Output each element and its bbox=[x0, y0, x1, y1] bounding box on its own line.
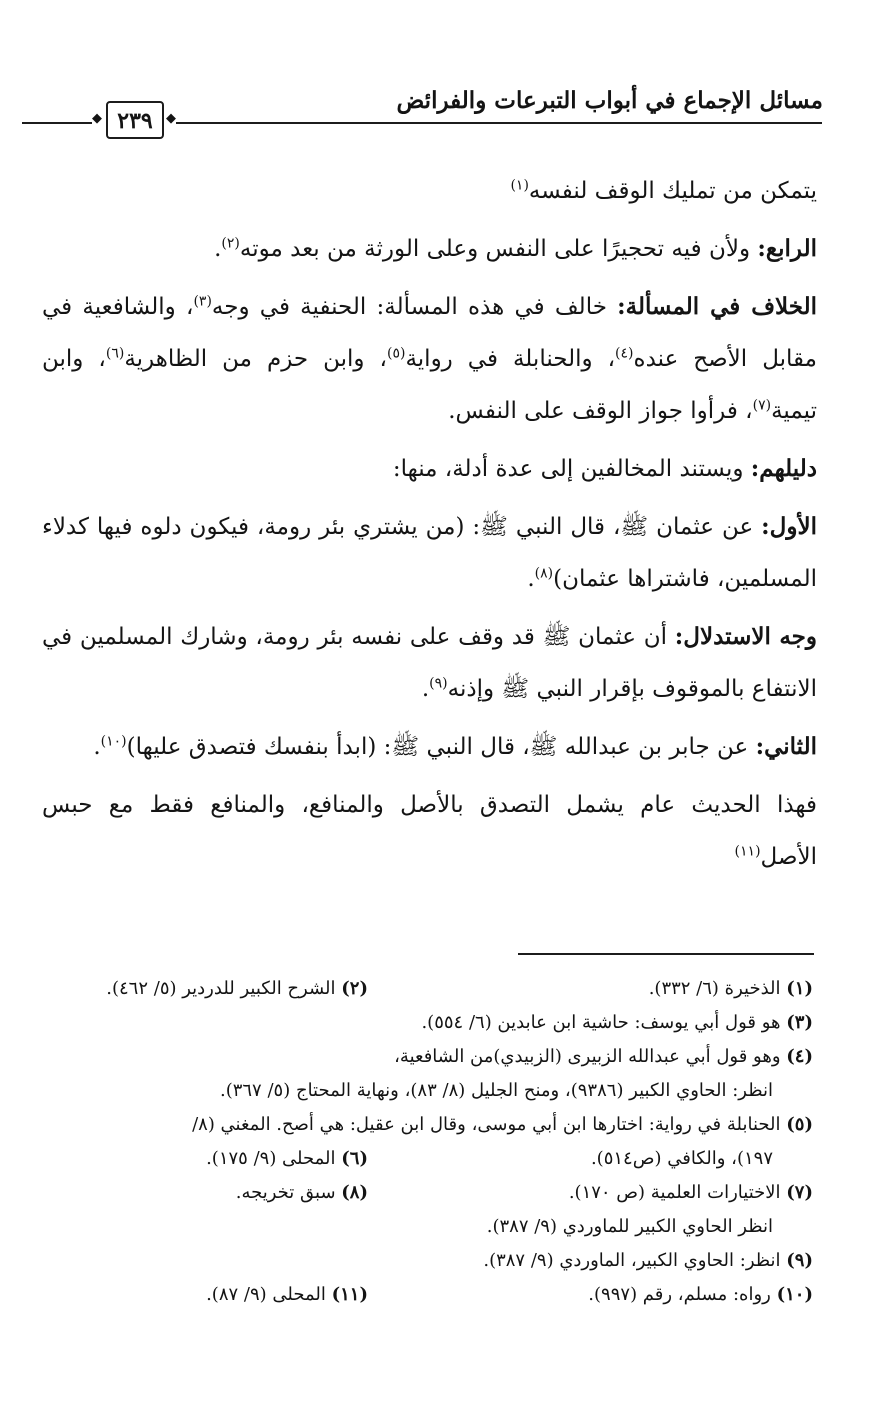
paragraph-text: ، والحنابلة في رواية bbox=[405, 346, 616, 372]
footnote-text: الشرح الكبير للدردير (٥/ ٤٦٢). bbox=[106, 978, 336, 999]
paragraph-text: ولأن فيه تحجيرًا على النفس وعلى الورثة من بعد موته bbox=[239, 236, 758, 262]
footnote-text: سبق تخريجه. bbox=[235, 1182, 336, 1203]
paragraph-end: . bbox=[527, 566, 535, 592]
footnote-ref: (٤) bbox=[615, 345, 634, 362]
footnote-5 bbox=[192, 1108, 813, 1142]
paragraph-6 bbox=[42, 611, 817, 715]
paragraph-end: . bbox=[421, 676, 430, 702]
footnote-row bbox=[28, 1040, 813, 1074]
footnote-ref: (١٠) bbox=[100, 733, 127, 750]
footnote-text: رواه: مسلم، رقم (٩٩٧). bbox=[588, 1284, 771, 1305]
paragraph-text: ، والشافعية في مقابل الأصح عنده bbox=[42, 294, 817, 372]
paragraph-end: . bbox=[93, 734, 101, 760]
footnote-number: (٥) bbox=[786, 1114, 813, 1135]
footnote-text: المحلى (٩/ ٨٧). bbox=[206, 1284, 326, 1305]
footnote-number: (١) bbox=[786, 978, 813, 999]
paragraph-text: فهذا الحديث عام يشمل التصدق بالأصل والمنافع، والمنافع فقط مع حبس الأصل bbox=[42, 792, 817, 870]
page-number-ornament bbox=[92, 99, 176, 139]
footnote-ref: (٦) bbox=[105, 345, 125, 362]
footnote-text: وهو قول أبي عبدالله الزبيرى (الزبيدي)من الشافعية، bbox=[394, 1046, 781, 1067]
footnote-4 bbox=[394, 1040, 813, 1074]
footnote-text: الذخيرة (٦/ ٣٣٢). bbox=[648, 978, 781, 999]
footnote-number: (٧) bbox=[786, 1182, 813, 1203]
paragraph-text: ، فرأوا جواز الوقف على النفس. bbox=[448, 398, 753, 424]
footnote-ref: (٧) bbox=[752, 397, 772, 414]
footnotes bbox=[28, 972, 813, 1312]
footnote-number: (٩) bbox=[786, 1250, 813, 1271]
footnote-ref: (٥) bbox=[386, 345, 406, 362]
paragraph-lead: الخلاف في المسألة: bbox=[617, 293, 818, 320]
footnote-ref: (٨) bbox=[534, 565, 554, 582]
paragraph-7 bbox=[42, 721, 817, 773]
running-title: مسائل الإجماع في أبواب التبرعات والفرائض bbox=[396, 87, 823, 114]
paragraph-text: يتمكن من تمليك الوقف لنفسه bbox=[528, 178, 817, 204]
page-number-frame bbox=[106, 101, 164, 139]
paragraph-text: ، وابن حزم من الظاهرية bbox=[124, 346, 387, 372]
ornament-left-icon: ◆ bbox=[92, 111, 102, 126]
ornament-right-icon: ◆ bbox=[166, 111, 176, 126]
footnote-8 bbox=[236, 1176, 368, 1210]
paragraph-text: خالف في هذه المسألة: الحنفية في وجه bbox=[211, 294, 618, 320]
footnote-number: (٣) bbox=[786, 1012, 813, 1033]
footnote-row bbox=[28, 1142, 813, 1176]
footnote-11 bbox=[206, 1278, 368, 1312]
paragraph-2 bbox=[42, 223, 817, 275]
footnote-row bbox=[28, 1108, 813, 1142]
body-text bbox=[42, 165, 817, 883]
paragraph-5 bbox=[42, 501, 817, 605]
footnote-text: انظر: الحاوي الكبير، الماوردي (٩/ ٣٨٧). bbox=[483, 1250, 781, 1271]
footnote-number: (١٠) bbox=[776, 1284, 813, 1305]
footnote-number: (٤) bbox=[786, 1046, 813, 1067]
footnote-9 bbox=[483, 1244, 813, 1278]
paragraph-lead: الثاني: bbox=[755, 733, 817, 760]
paragraph-lead: الرابع: bbox=[757, 235, 817, 262]
paragraph-3 bbox=[42, 281, 817, 437]
footnote-row bbox=[28, 1210, 813, 1244]
footnote-7 bbox=[569, 1176, 813, 1210]
paragraph-text: ويستند المخالفين إلى عدة أدلة، منها: bbox=[392, 456, 751, 482]
footnote-ref: (١) bbox=[510, 177, 529, 194]
paragraph-end: . bbox=[214, 236, 222, 262]
paragraph-lead: الأول: bbox=[761, 513, 817, 540]
footnote-row bbox=[28, 1176, 813, 1210]
footnote-row bbox=[28, 1006, 813, 1040]
page-number: ٢٣٩ bbox=[117, 108, 153, 134]
paragraph-text: عن جابر بن عبدالله ﷺ، قال النبي ﷺ: (ابدأ بنفسك فتصدق عليها) bbox=[126, 734, 756, 760]
footnote-5-continued: ١٩٧)، والكافي (ص٥١٤). bbox=[590, 1148, 773, 1169]
footnote-6 bbox=[206, 1142, 368, 1176]
paragraph-8 bbox=[42, 779, 817, 883]
footnote-row bbox=[28, 1244, 813, 1278]
footnote-number: (٢) bbox=[341, 978, 368, 999]
footnote-separator bbox=[518, 953, 814, 955]
paragraph-text: عن عثمان ﷺ، قال النبي ﷺ: (من يشتري بئر رومة، فيكون دلوه فيها كدلاء المسلمين، فاشتراها عثمان) bbox=[42, 514, 817, 592]
footnote-row bbox=[28, 1278, 813, 1312]
footnote-text: الاختيارات العلمية (ص ١٧٠). bbox=[568, 1182, 781, 1203]
footnote-text: المحلى (٩/ ١٧٥). bbox=[206, 1148, 336, 1169]
footnote-1 bbox=[649, 972, 813, 1006]
footnote-text: الحنابلة في رواية: اختارها ابن أبي موسى، وقال ابن عقيل: هي أصح. المغني (٨/ bbox=[192, 1114, 781, 1135]
footnote-10 bbox=[588, 1278, 813, 1312]
footnote-row bbox=[28, 1074, 813, 1108]
footnote-ref: (٩) bbox=[429, 675, 448, 692]
paragraph-lead: وجه الاستدلال: bbox=[674, 623, 817, 650]
footnote-ref: (٣) bbox=[193, 293, 212, 310]
footnote-4-continued: انظر: الحاوي الكبير (٩٣٨٦)، ومنح الجليل (٨/ ٨٣)، ونهاية المحتاج (٥/ ٣٦٧). bbox=[219, 1080, 773, 1101]
footnote-number: (٦) bbox=[341, 1148, 368, 1169]
footnote-7-continued: انظر الحاوي الكبير للماوردي (٩/ ٣٨٧). bbox=[486, 1216, 773, 1237]
paragraph-4 bbox=[42, 443, 817, 495]
footnote-3 bbox=[421, 1006, 813, 1040]
footnote-ref: (١١) bbox=[734, 843, 761, 860]
footnote-text: هو قول أبي يوسف: حاشية ابن عابدين (٦/ ٥٥٤). bbox=[421, 1012, 781, 1033]
footnote-number: (٨) bbox=[341, 1182, 368, 1203]
footnote-ref: (٢) bbox=[221, 235, 240, 252]
paragraph-text: أن عثمان ﷺ قد وقف على نفسه بئر رومة، وشارك المسلمين في الانتفاع بالموقوف بإقرار النبي ﷺ وإذنه bbox=[42, 624, 817, 702]
footnote-number: (١١) bbox=[331, 1284, 368, 1305]
footnote-row bbox=[28, 972, 813, 1006]
paragraph-1 bbox=[42, 165, 817, 217]
paragraph-text: ، وابن تيمية bbox=[42, 346, 817, 424]
footnote-2 bbox=[106, 972, 368, 1006]
paragraph-lead: دليلهم: bbox=[750, 455, 817, 482]
